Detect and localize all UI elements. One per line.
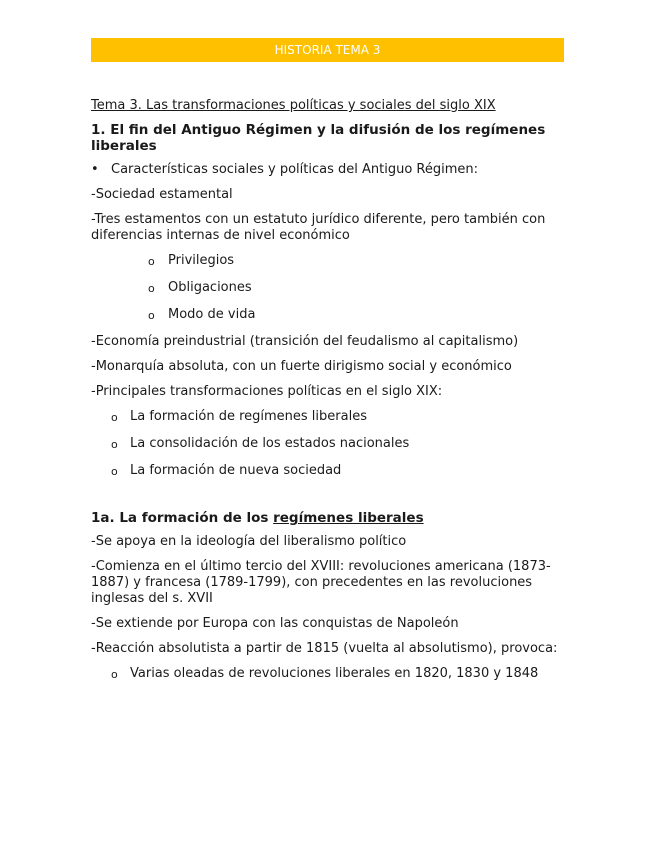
paragraph: -Monarquía absoluta, con un fuerte dirigismo social y económico — [91, 359, 512, 374]
paragraph: -Sociedad estamental — [91, 187, 233, 202]
topic-title: Tema 3. Las transformaciones políticas y sociales del siglo XIX — [91, 98, 496, 113]
paragraph: -Tres estamentos con un estatuto jurídico diferente, pero también con diferencias internas de nivel económico — [91, 212, 546, 243]
section-1a-heading — [91, 510, 566, 526]
paragraph: -Principales transformaciones políticas en el siglo XIX: — [91, 384, 443, 399]
list-item: o La formación de nueva sociedad — [91, 463, 566, 479]
document-body — [91, 98, 566, 693]
estamentos-sublist — [91, 253, 566, 323]
list-item: o Modo de vida — [91, 307, 566, 323]
transformations-list — [91, 409, 566, 479]
list-item: o Privilegios — [91, 253, 566, 269]
paragraph: -Reacción absolutista a partir de 1815 (vuelta al absolutismo), provoca: — [91, 641, 558, 656]
paragraph: -Se extiende por Europa con las conquistas de Napoleón — [91, 616, 459, 631]
section-1-heading: 1. El fin del Antiguo Régimen y la difusión de los regímenes liberales — [91, 122, 546, 154]
section-1a-heading-underlined: regímenes liberales — [273, 510, 424, 526]
list-item: • Características sociales y políticas del Antiguo Régimen: — [91, 162, 566, 178]
header-title: HISTORIA TEMA 3 — [91, 38, 564, 62]
paragraph: -Comienza en el último tercio del XVIII: revoluciones americana (1873-1887) y francesa (1789-1799), con precedentes en las revoluciones inglesas del s. XVII — [91, 559, 551, 606]
revolutions-list — [91, 666, 566, 682]
list-item: o Varias oleadas de revoluciones liberales en 1820, 1830 y 1848 — [91, 666, 566, 682]
list-item: o La consolidación de los estados nacionales — [91, 436, 566, 452]
section-1a-heading-prefix: 1a. La formación de los — [91, 510, 274, 526]
section-1-bullet-list — [91, 162, 566, 178]
paragraph: -Economía preindustrial (transición del feudalismo al capitalismo) — [91, 334, 519, 349]
list-item: o Obligaciones — [91, 280, 566, 296]
list-item: o La formación de regímenes liberales — [91, 409, 566, 425]
paragraph: -Se apoya en la ideología del liberalismo político — [91, 534, 407, 549]
